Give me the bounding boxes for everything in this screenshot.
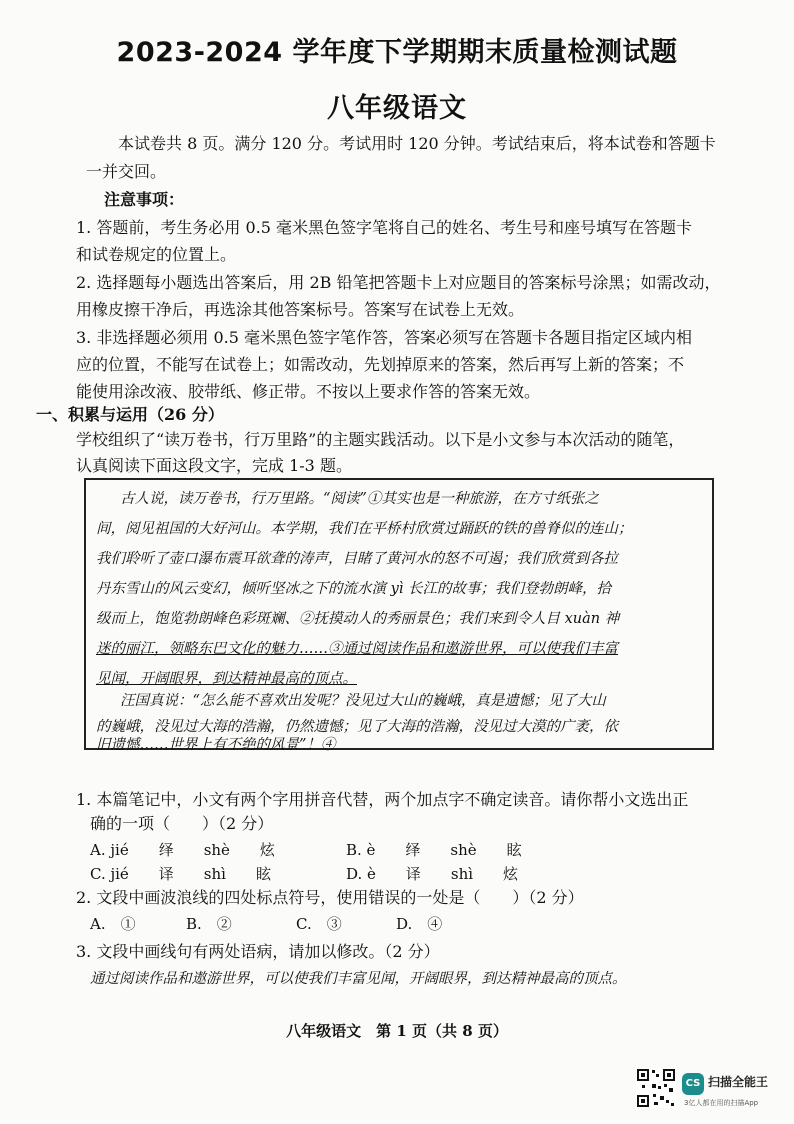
q2-option-a: A. ① xyxy=(90,915,136,933)
camscanner-logo: CS xyxy=(682,1073,704,1095)
exam-title: 2023-2024 学年度下学期期末质量检测试题 xyxy=(116,37,678,68)
notes-heading: 注意事项： xyxy=(104,190,185,209)
camscanner-name: 扫描全能王 xyxy=(708,1075,769,1089)
q2-option-b: B. ② xyxy=(186,915,232,933)
section-heading: 一、积累与运用（26 分） xyxy=(36,405,224,424)
notes-line: 1. 答题前，考生务必用 0.5 毫米黑色签字笔将自己的姓名、考生号和座号填写在答题卡 xyxy=(76,218,692,237)
passage-line: 我们聆听了壶口瀑布震耳欲聋的涛声，目睹了黄河水的怒不可遏；我们欣赏到各拉 xyxy=(96,551,618,567)
q2-option-c: C. ③ xyxy=(296,915,342,933)
passage-line: 见闻，开阔眼界，到达精神最高的顶点。 xyxy=(96,671,357,687)
q1-option-c: C. jié 译 shì 眩 xyxy=(90,865,271,883)
passage-line: 汪国真说：“怎么能不喜欢出发呢？没见过大山的巍峨，真是遗憾；见了大山 xyxy=(120,693,606,709)
camscanner-tagline: 3亿人都在用的扫描App xyxy=(684,1099,759,1107)
q3-stem: 3. 文段中画线句有两处语病，请加以修改。（2 分） xyxy=(76,942,440,961)
section-intro-2: 认真阅读下面这段文字，完成 1-3 题。 xyxy=(76,456,352,475)
q1-option-b: B. è 绎 shè 眩 xyxy=(346,841,522,859)
passage-line: 旧遗憾……世界上有不绝的风景”！④ xyxy=(96,737,336,753)
passage-line: 间，阅见祖国的大好河山。本学期，我们在平桥村欣赏过踊跃的铁的兽脊似的连山； xyxy=(96,521,633,537)
passage-line: 丹东雪山的风云变幻，倾听坚冰之下的流水演 yì 长江的故事；我们登勃朗峰，拾 xyxy=(96,581,612,597)
q2-stem: 2. 文段中画波浪线的四处标点符号，使用错误的一处是（ ）（2 分） xyxy=(76,888,584,907)
notes-line: 能使用涂改液、胶带纸、修正带。不按以上要求作答的答案无效。 xyxy=(76,382,541,401)
q1-option-a: A. jié 绎 shè 炫 xyxy=(90,841,275,859)
q2-option-d: D. ④ xyxy=(396,915,443,933)
notes-line: 3. 非选择题必须用 0.5 毫米黑色签字笔作答，答案必须写在答题卡各题目指定区域内相 xyxy=(76,328,692,347)
intro-line-2: 一并交回。 xyxy=(86,162,167,181)
q1-option-d: D. è 译 shì 炫 xyxy=(346,865,519,883)
passage-box xyxy=(84,478,714,753)
q1-stem-2: 确的一项（ ）（2 分） xyxy=(90,814,274,833)
page-footer: 八年级语文 第 1 页（共 8 页） xyxy=(286,1022,508,1040)
passage-line: 古人说，读万卷书，行万里路。“阅读”①其实也是一种旅游，在方寸纸张之 xyxy=(120,491,599,507)
passage-line: 迷的丽江，领略东巴文化的魅力……③通过阅读作品和遨游世界，可以使我们丰富 xyxy=(96,641,618,657)
q1-stem: 1. 本篇笔记中，小文有两个字用拼音代替，两个加点字不确定读音。请你帮小文选出正 xyxy=(76,790,689,809)
notes-line: 应的位置，不能写在试卷上；如需改动，先划掉原来的答案，然后再写上新的答案；不 xyxy=(76,355,685,374)
notes-line: 2. 选择题每小题选出答案后，用 2B 铅笔把答题卡上对应题目的答案标号涂黑；如需改动， xyxy=(76,273,721,292)
qr-code-icon xyxy=(636,1068,676,1108)
passage-line: 级而上，饱览勃朗峰色彩斑斓、②抚摸动人的秀丽景色；我们来到令人目 xuàn 神 xyxy=(96,611,620,627)
intro-line-1: 本试卷共 8 页。满分 120 分。考试用时 120 分钟。考试结束后，将本试卷和答题卡 xyxy=(118,134,716,153)
section-intro-1: 学校组织了“读万卷书，行万里路”的主题实践活动。以下是小文参与本次活动的随笔， xyxy=(76,430,685,449)
notes-line: 和试卷规定的位置上。 xyxy=(76,245,237,264)
passage-line: 的巍峨，没见过大海的浩瀚，仍然遗憾；见了大海的浩瀚，没见过大漠的广袤，依 xyxy=(96,719,618,735)
notes-line: 用橡皮擦干净后，再选涂其他答案标号。答案写在试卷上无效。 xyxy=(76,300,525,319)
q3-sentence: 通过阅读作品和遨游世界，可以使我们丰富见闻，开阔眼界，到达精神最高的顶点。 xyxy=(90,971,627,987)
subject-title: 八年级语文 xyxy=(327,93,467,124)
